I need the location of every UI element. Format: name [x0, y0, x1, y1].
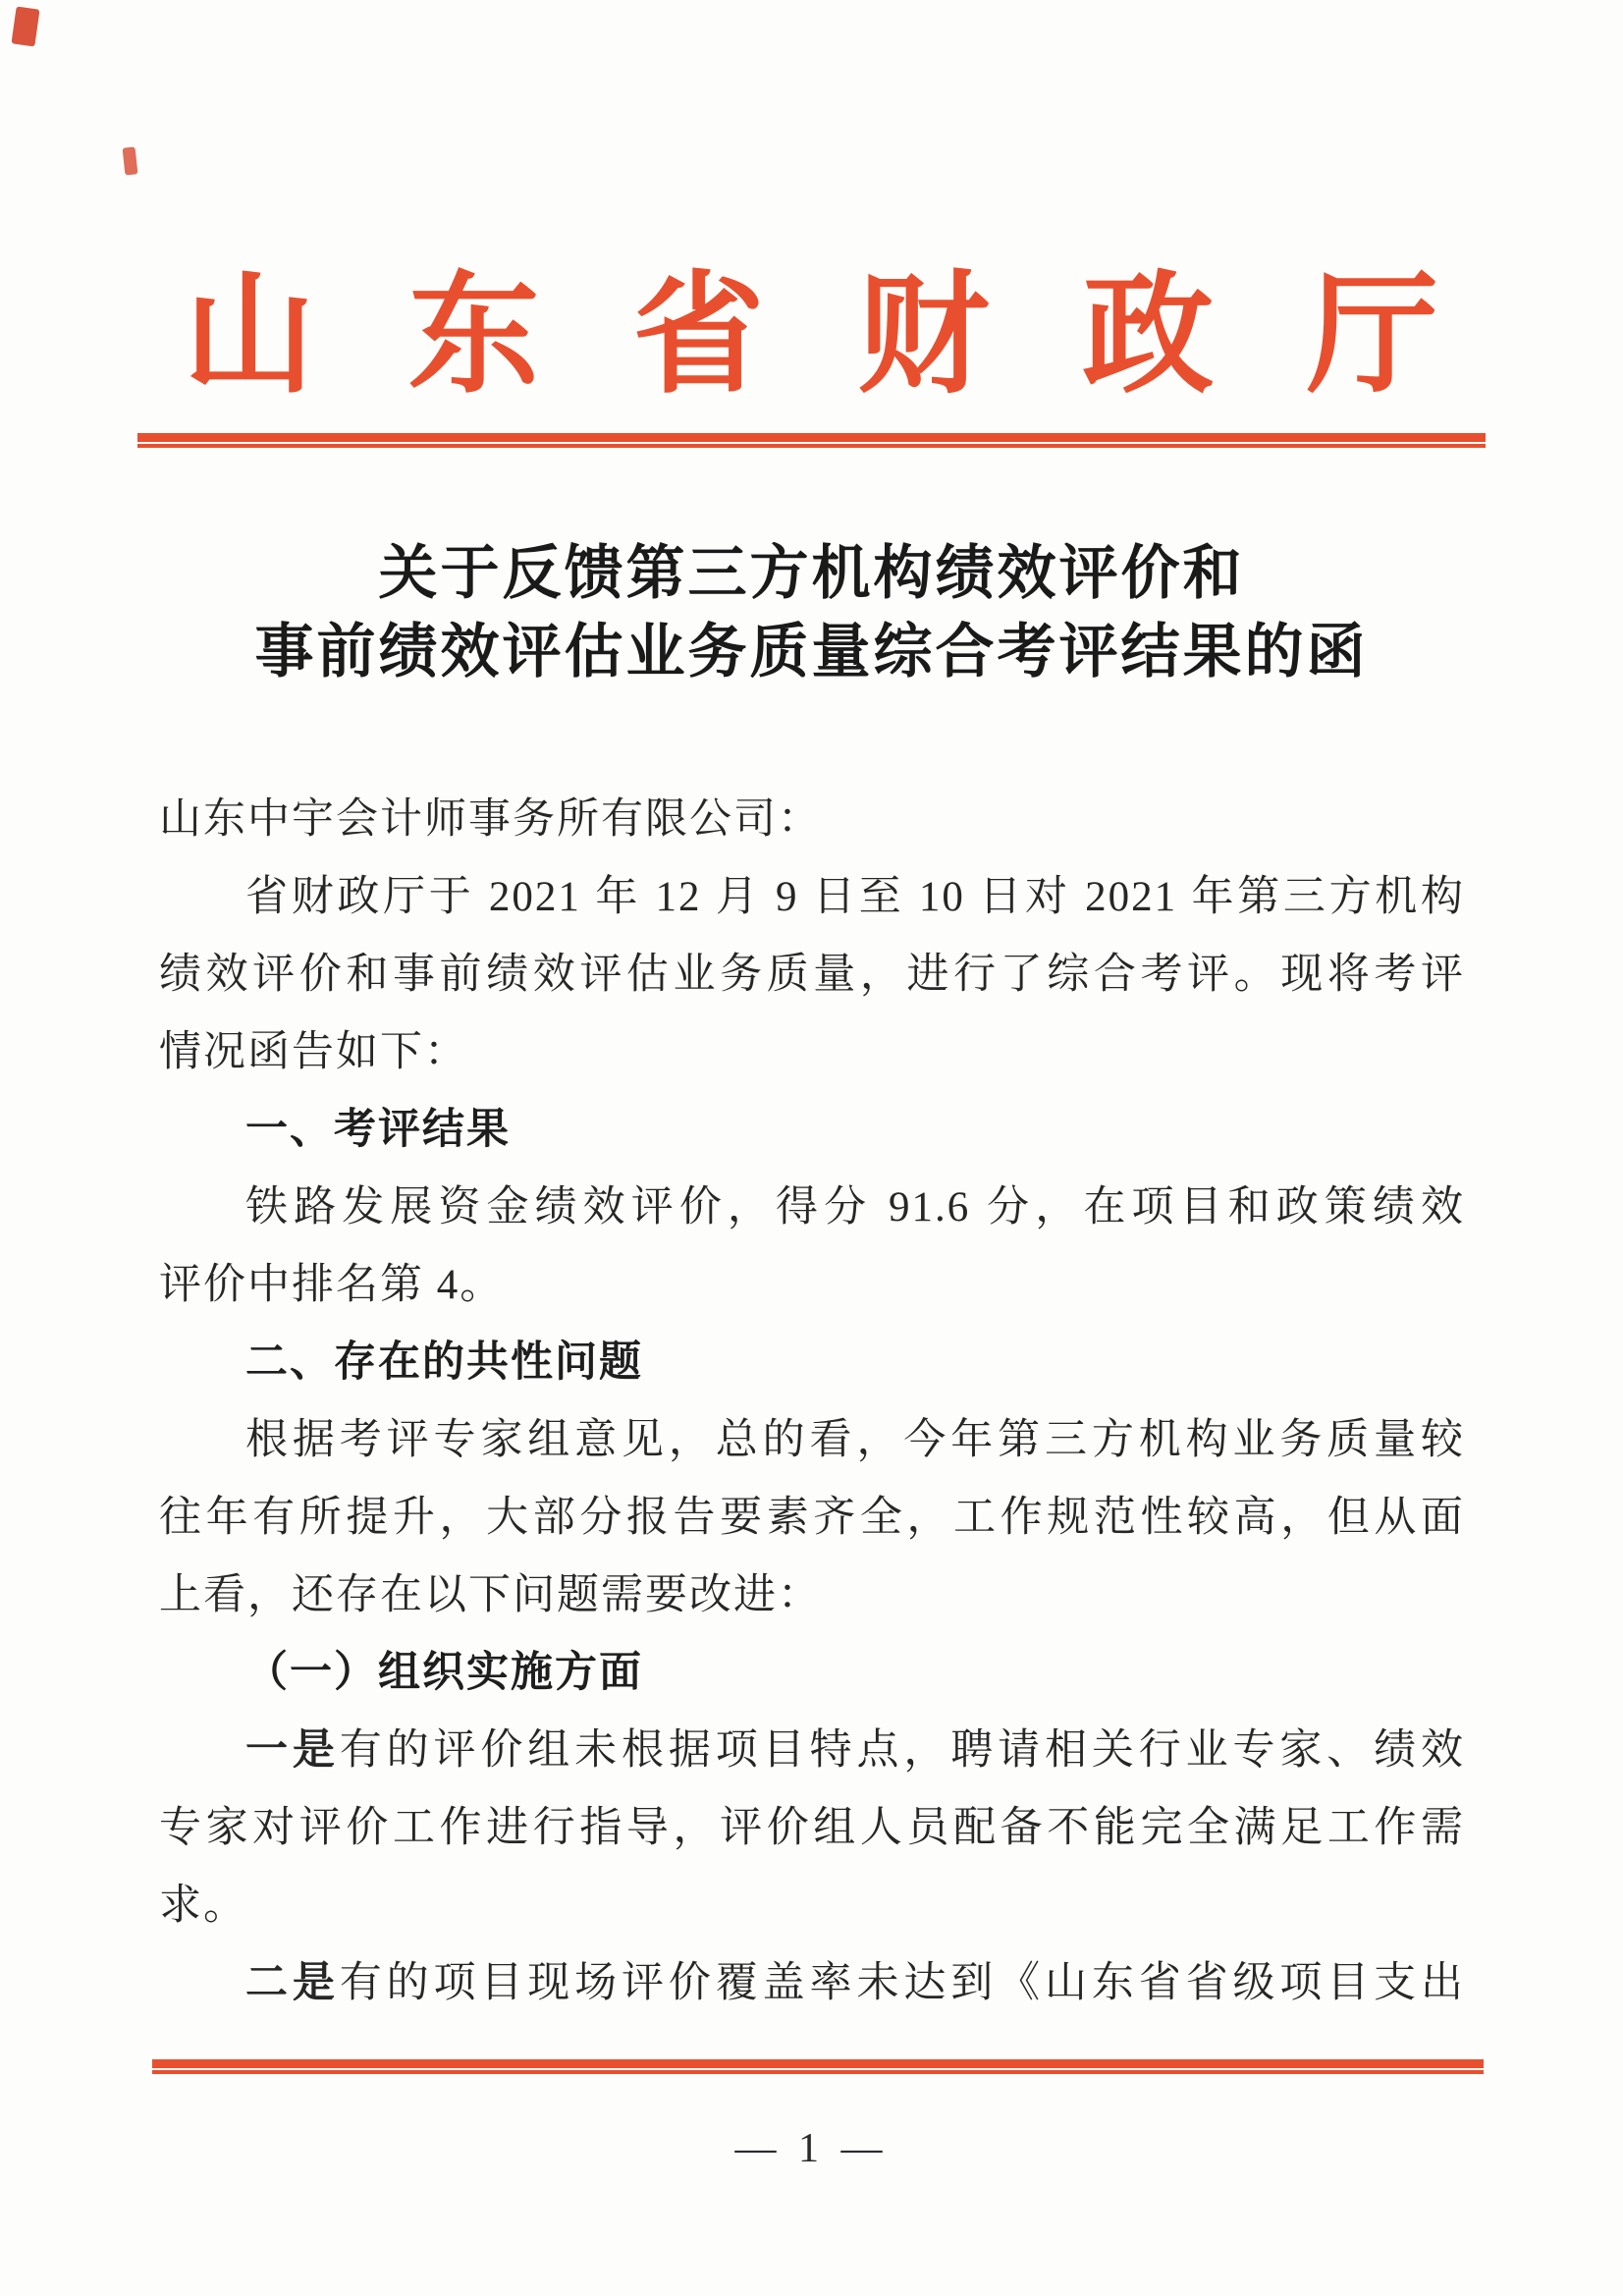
bold-lead-second: 二是: [245, 1960, 340, 2006]
footer-rule-thick: [152, 2059, 1484, 2068]
recipient-line: 山东中宇会计师事务所有限公司：: [159, 796, 822, 843]
document-title: [0, 534, 1623, 691]
letter-body: [159, 781, 1465, 2022]
letterhead-title: 山 东 省 财 政 厅: [184, 263, 1438, 409]
footer-rule: [152, 2059, 1484, 2074]
subsection-heading-1: （一）组织实施方面: [245, 1650, 643, 1696]
body-line: 往年有所提升，大部分报告要素齐全，工作规范性较高，但从面: [159, 1495, 1465, 1541]
scan-artifact: [123, 146, 138, 175]
body-line: 上看，还存在以下问题需要改进：: [159, 1572, 822, 1618]
body-line: [159, 1944, 1465, 2022]
document-title-line-2: 事前绩效评估业务质量综合考评结果的函: [254, 620, 1369, 684]
body-line: 专家对评价工作进行指导，评价组人员配备不能完全满足工作需: [159, 1805, 1465, 1851]
body-line: 求。: [159, 1883, 247, 1929]
body-line: 省财政厅于 2021 年 12 月 9 日至 10 日对 2021 年第三方机构: [245, 874, 1465, 920]
section-heading-2: 二、存在的共性问题: [245, 1339, 643, 1386]
body-line: 根据考评专家组意见，总的看，今年第三方机构业务质量较: [245, 1417, 1465, 1463]
body-line: 铁路发展资金绩效评价，得分 91.6 分，在项目和政策绩效: [245, 1184, 1465, 1230]
letterhead-rule: [137, 433, 1486, 448]
body-line: 绩效评价和事前绩效评估业务质量，进行了综合考评。现将考评: [159, 952, 1465, 998]
body-line: 评价中排名第 4。: [159, 1262, 505, 1308]
letterhead-rule-thin: [137, 444, 1486, 448]
body-line: [159, 1712, 1465, 1789]
footer-rule-thin: [152, 2070, 1484, 2074]
body-line: 情况函告如下：: [159, 1029, 468, 1075]
document-title-line-1: 关于反馈第三方机构绩效评价和: [378, 541, 1245, 606]
bold-lead-first: 一是: [245, 1727, 340, 1774]
body-line-text: 有的项目现场评价覆盖率未达到《山东省省级项目支出: [339, 1960, 1466, 2006]
body-line-text: 有的评价组未根据项目特点，聘请相关行业专家、绩效: [339, 1727, 1466, 1774]
section-heading-1: 一、考评结果: [245, 1106, 511, 1153]
letterhead-rule-thick: [137, 433, 1486, 442]
page-number: — 1 —: [734, 2126, 889, 2171]
scan-artifact: [11, 7, 39, 47]
